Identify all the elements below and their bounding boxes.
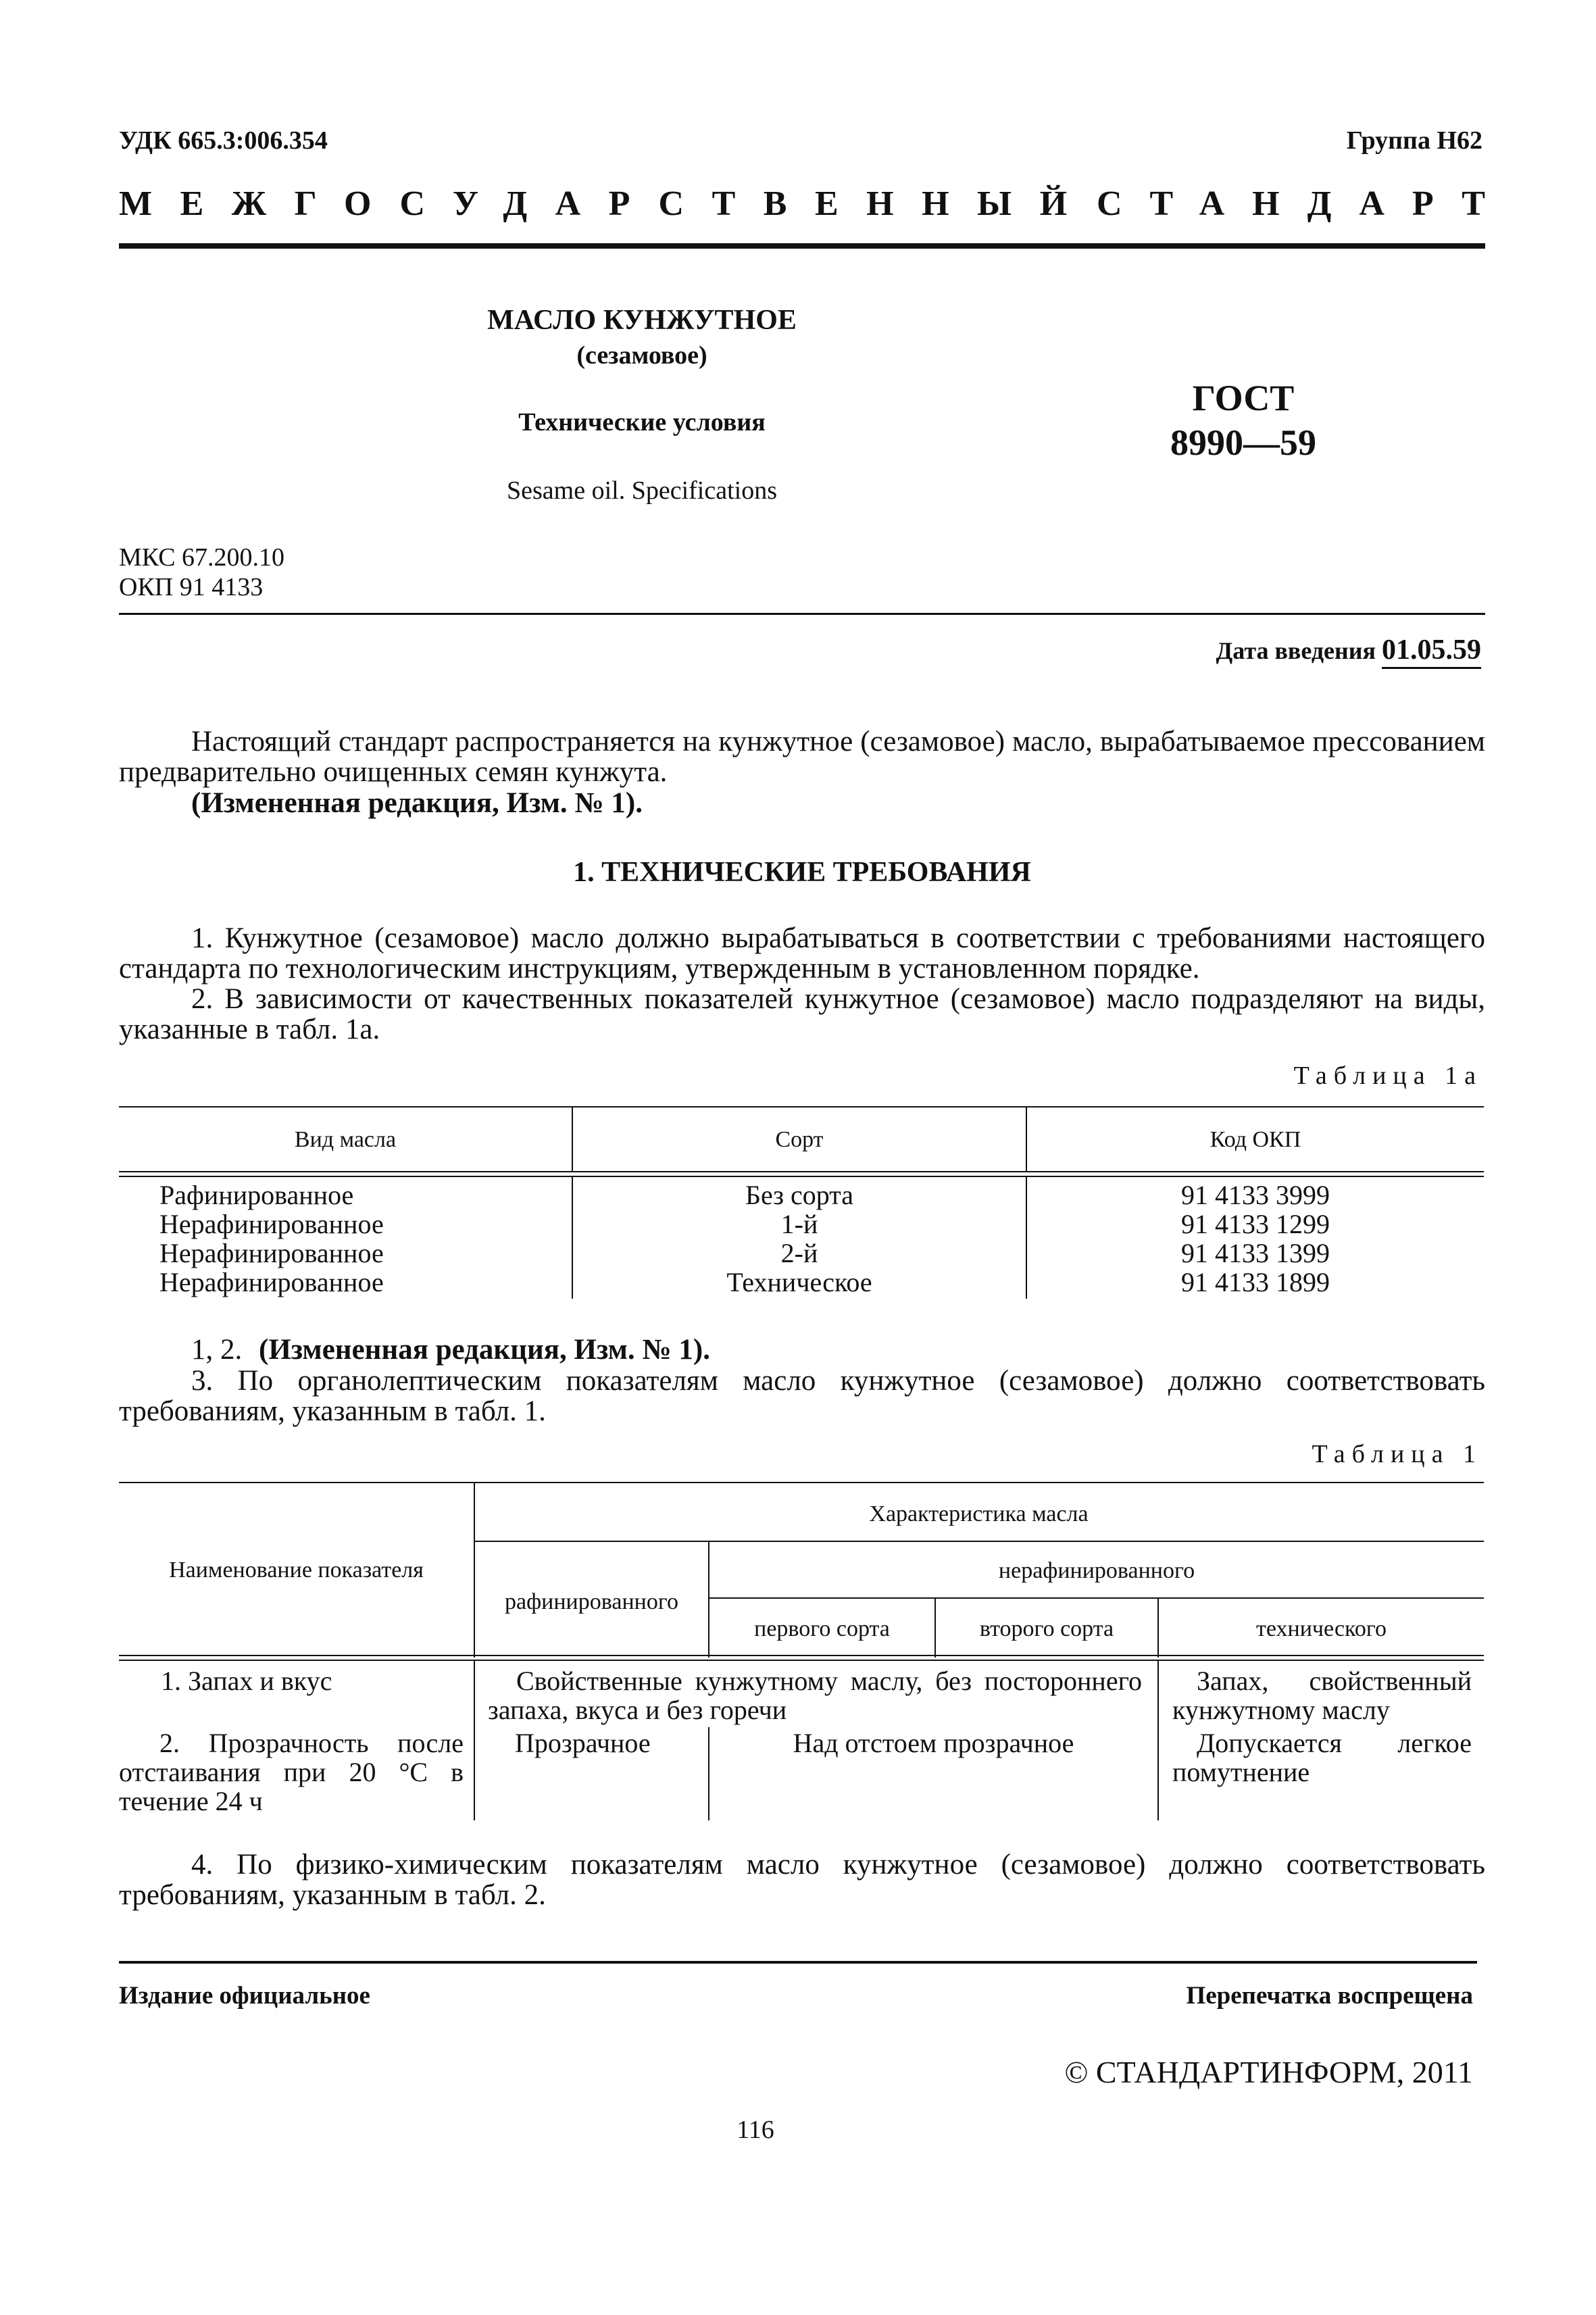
- paragraph-1: 1. Кунжутное (сезамовое) масло должно вырабатываться в соответствии с требованиями настоящего стандарта по технологическим инструкциям, утвержденным в установленном порядке.: [119, 922, 1485, 985]
- table1-rule: [708, 1597, 1484, 1599]
- table1-header-rule: [119, 1655, 1484, 1656]
- table1-r2-unrefined: Над отстоем прозрачное: [793, 1728, 1074, 1758]
- reprint-note: Перепечатка воспрещена: [1186, 1982, 1473, 2010]
- amendment-prefix: 1, 2.: [191, 1334, 243, 1366]
- table1-header-technical: технического: [1256, 1616, 1387, 1641]
- scope-amendment: (Измененная редакция, Изм. № 1).: [191, 787, 643, 819]
- table1a-row: [573, 1180, 1026, 1297]
- table1a-cell-kind: Нерафинированное: [159, 1209, 384, 1239]
- intro-date-value: 01.05.59: [1382, 634, 1481, 669]
- okp-code: ОКП 91 4133: [119, 573, 264, 601]
- banner-word: МЕЖГОСУДАРСТВЕННЫЙ: [119, 184, 1095, 223]
- table1-r1-technical: Запах, свойственный кунжутному маслу: [1172, 1666, 1472, 1725]
- group-code: Группа Н62: [1346, 126, 1482, 155]
- table1a-cell-kind: Нерафинированное: [159, 1238, 384, 1268]
- amendment-text: (Измененная редакция, Изм. № 1).: [259, 1334, 710, 1366]
- codes-rule: [119, 613, 1485, 615]
- table1-header-rule: [119, 1660, 1484, 1661]
- table1-top-rule: [119, 1482, 1484, 1483]
- table1a-header-kind: Вид масла: [294, 1127, 397, 1152]
- table1a-cell-grade: Без сорта: [745, 1180, 853, 1210]
- standard-subtitle: (сезамовое): [576, 341, 707, 370]
- header-thick-rule: [119, 243, 1485, 249]
- standard-kind: Технические условия: [518, 408, 766, 437]
- table1-r1-name: 1. Запах и вкус: [161, 1666, 332, 1696]
- table1a-cell-grade: 2-й: [780, 1238, 818, 1268]
- udk-code: УДК 665.3:006.354: [119, 126, 328, 155]
- table1a-cell-okp: 91 4133 1299: [1181, 1209, 1330, 1239]
- standard-title: МАСЛО КУНЖУТНОЕ: [487, 305, 797, 336]
- english-title: Sesame oil. Specifications: [507, 476, 777, 505]
- table1a-cell-kind: Нерафинированное: [159, 1267, 384, 1297]
- table1a-row: [1027, 1180, 1484, 1297]
- table1a-top-rule: [119, 1106, 1484, 1107]
- table1a-header-grade: Сорт: [775, 1127, 824, 1152]
- table1a-caption: Таблица 1а: [1293, 1062, 1482, 1090]
- intro-date-label: Дата введения: [1216, 637, 1376, 664]
- edition-note: Издание официальное: [119, 1982, 370, 2010]
- table1-header-refined: рафинированного: [505, 1589, 678, 1614]
- table1-divider: [1157, 1661, 1159, 1820]
- table1a-row: [159, 1180, 384, 1297]
- table1a-cell-kind: Рафинированное: [159, 1180, 354, 1210]
- mks-code: МКС 67.200.10: [119, 543, 285, 572]
- table1-r2-refined: Прозрачное: [515, 1728, 651, 1758]
- gost-number: 8990—59: [1170, 422, 1316, 463]
- intro-date: [1216, 634, 1482, 666]
- table1a-header-rule: [119, 1171, 1484, 1172]
- banner-word: СТАНДАРТ: [1096, 184, 1513, 223]
- table1a-header-rule: [119, 1176, 1484, 1177]
- table1-r1-refined: Свойственные кунжутному маслу, без постороннего запаха, вкуса и без горечи: [488, 1666, 1142, 1725]
- table1-header-indicator: Наименование показателя: [169, 1558, 424, 1583]
- table1-header-second: второго сорта: [979, 1616, 1114, 1641]
- footer-rule: [119, 1961, 1477, 1964]
- table1-rule: [474, 1541, 1484, 1542]
- table1-header-first: первого сорта: [754, 1616, 890, 1641]
- table1a-cell-okp: 91 4133 1399: [1181, 1238, 1330, 1268]
- table1-r2-technical: Допускается легкое помутнение: [1172, 1728, 1472, 1787]
- paragraph-2: 2. В зависимости от качественных показателей кунжутное (сезамовое) масло подразделяют на виды, указанные в табл. 1а.: [119, 983, 1485, 1045]
- paragraph-4: 4. По физико-химическим показателям масло кунжутное (сезамовое) должно соответствовать требованиям, указанным в табл. 2.: [119, 1849, 1485, 1911]
- section-heading: 1. ТЕХНИЧЕСКИЕ ТРЕБОВАНИЯ: [573, 857, 1031, 888]
- paragraph-3: 3. По органолептическим показателям масло кунжутное (сезамовое) должно соответствовать требованиям, указанным в табл. 1.: [119, 1365, 1485, 1427]
- table1a-header-okp: Код ОКП: [1210, 1127, 1301, 1152]
- scope-paragraph: Настоящий стандарт распространяется на кунжутное (сезамовое) масло, вырабатываемое прессованием предварительно очищенных семян кунжута.: [119, 726, 1485, 788]
- table1a-cell-grade: 1-й: [780, 1209, 818, 1239]
- table1a-cell-grade: Техническое: [726, 1267, 872, 1297]
- table1a-cell-okp: 91 4133 1899: [1181, 1267, 1330, 1297]
- table1-header-unrefined: нерафинированного: [998, 1558, 1195, 1583]
- gost-label: ГОСТ: [1192, 378, 1295, 418]
- table1a-cell-okp: 91 4133 3999: [1181, 1180, 1330, 1210]
- table1-divider: [474, 1661, 475, 1820]
- page-number: 116: [737, 2116, 774, 2144]
- table1-caption: Таблица 1: [1312, 1440, 1482, 1468]
- amendment-note: [191, 1333, 710, 1366]
- copyright: © СТАНДАРТИНФОРМ, 2011: [1064, 2055, 1473, 2089]
- standard-banner: [119, 184, 1513, 224]
- table1-header-characteristic: Характеристика масла: [869, 1501, 1089, 1526]
- table1-r2-name: 2. Прозрачность после отстаивания при 20 °С в течение 24 ч: [119, 1728, 464, 1816]
